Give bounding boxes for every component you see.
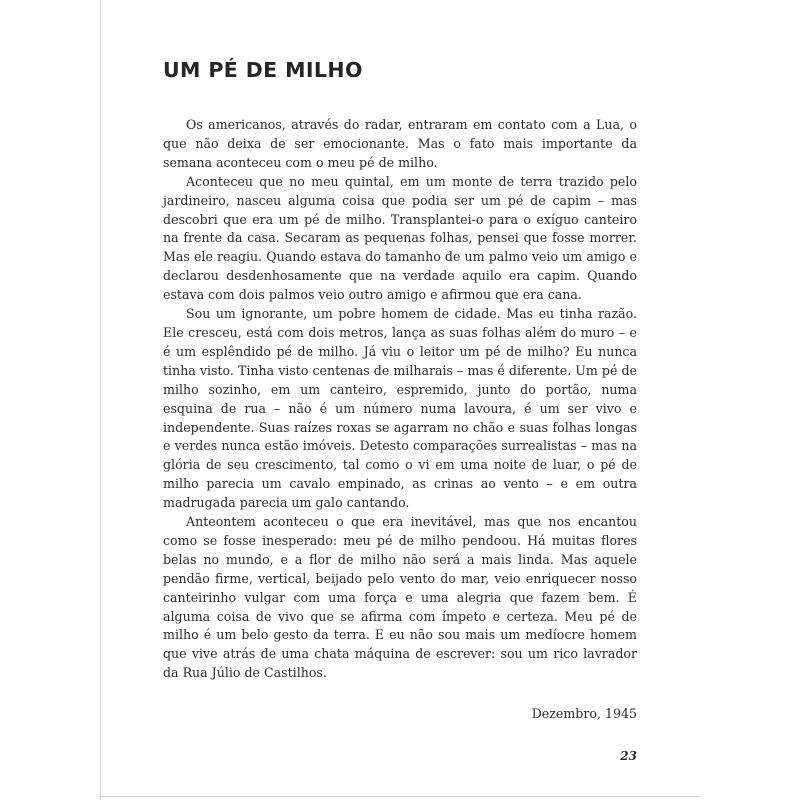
page-edge-left — [100, 0, 101, 800]
paragraph: Sou um ignorante, um pobre homem de cidade. Mas eu tinha razão. Ele cresceu, está com dois metros, lança as suas folhas além do muro – e é um esplêndido pé de milho. Já viu o leitor um pé de milho? Eu nunca tinha visto. Tinha visto centenas de milharais – mas é diferente. Um pé de milho sozinho, em um canteiro, espremido, junto do portão, numa esquina de rua – não é um número numa lavoura, é um ser vivo e independente. Suas raízes roxas se agarram no chão e suas folhas longas e verdes nunca estão imóveis. Detesto comparações surrealistas – mas na glória de seu crescimento, tal como o vi em uma noite de luar, o pé de milho parecia um cavalo empinado, as crinas ao vento – e em outra madrugada parecia um galo cantando. — [163, 306, 637, 511]
page-edge-bottom — [100, 796, 700, 797]
chronicle-title: UM PÉ DE MILHO — [163, 58, 363, 82]
paragraph: Os americanos, através do radar, entraram em contato com a Lua, o que não deixa de ser emocionante. Mas o fato mais importante da semana aconteceu com o meu pé de milho. — [163, 117, 637, 170]
chronicle-date: Dezembro, 1945 — [531, 706, 637, 721]
paragraph: Anteontem aconteceu o que era inevitável, mas que nos encantou como se fosse inesperado: meu pé de milho pendoou. Há muitas flores belas no mundo, e a flor de milho não será a mais linda. Mas aquele pendão firme, vertical, beijado pelo vento do mar, veio enriquecer nosso canteirinho vulgar com uma força e uma alegria que fazem bem. É alguma coisa de vivo que se afirma com ímpeto e certeza. Meu pé de milho é um belo gesto da terra. E eu não sou mais um medíocre homem que vive atrás de uma chata máquina de escrever: sou um rico lavrador da Rua Júlio de Castilhos. — [163, 514, 637, 681]
paragraph: Aconteceu que no meu quintal, em um monte de terra trazido pelo jardineiro, nasceu alguma coisa que podia ser um pé de capim – mas descobri que era um pé de milho. Transplantei-o para o exíguo canteiro na frente da casa. Secaram as pequenas folhas, pensei que fosse morrer. Mas ele reagiu. Quando estava do tamanho de um palmo veio um amigo e declarou desdenhosamente que na verdade aquilo era capim. Quando estava com dois palmos veio outro amigo e afirmou que era cana. — [163, 173, 637, 303]
chronicle-body — [163, 116, 637, 683]
page-number: 23 — [620, 749, 637, 763]
